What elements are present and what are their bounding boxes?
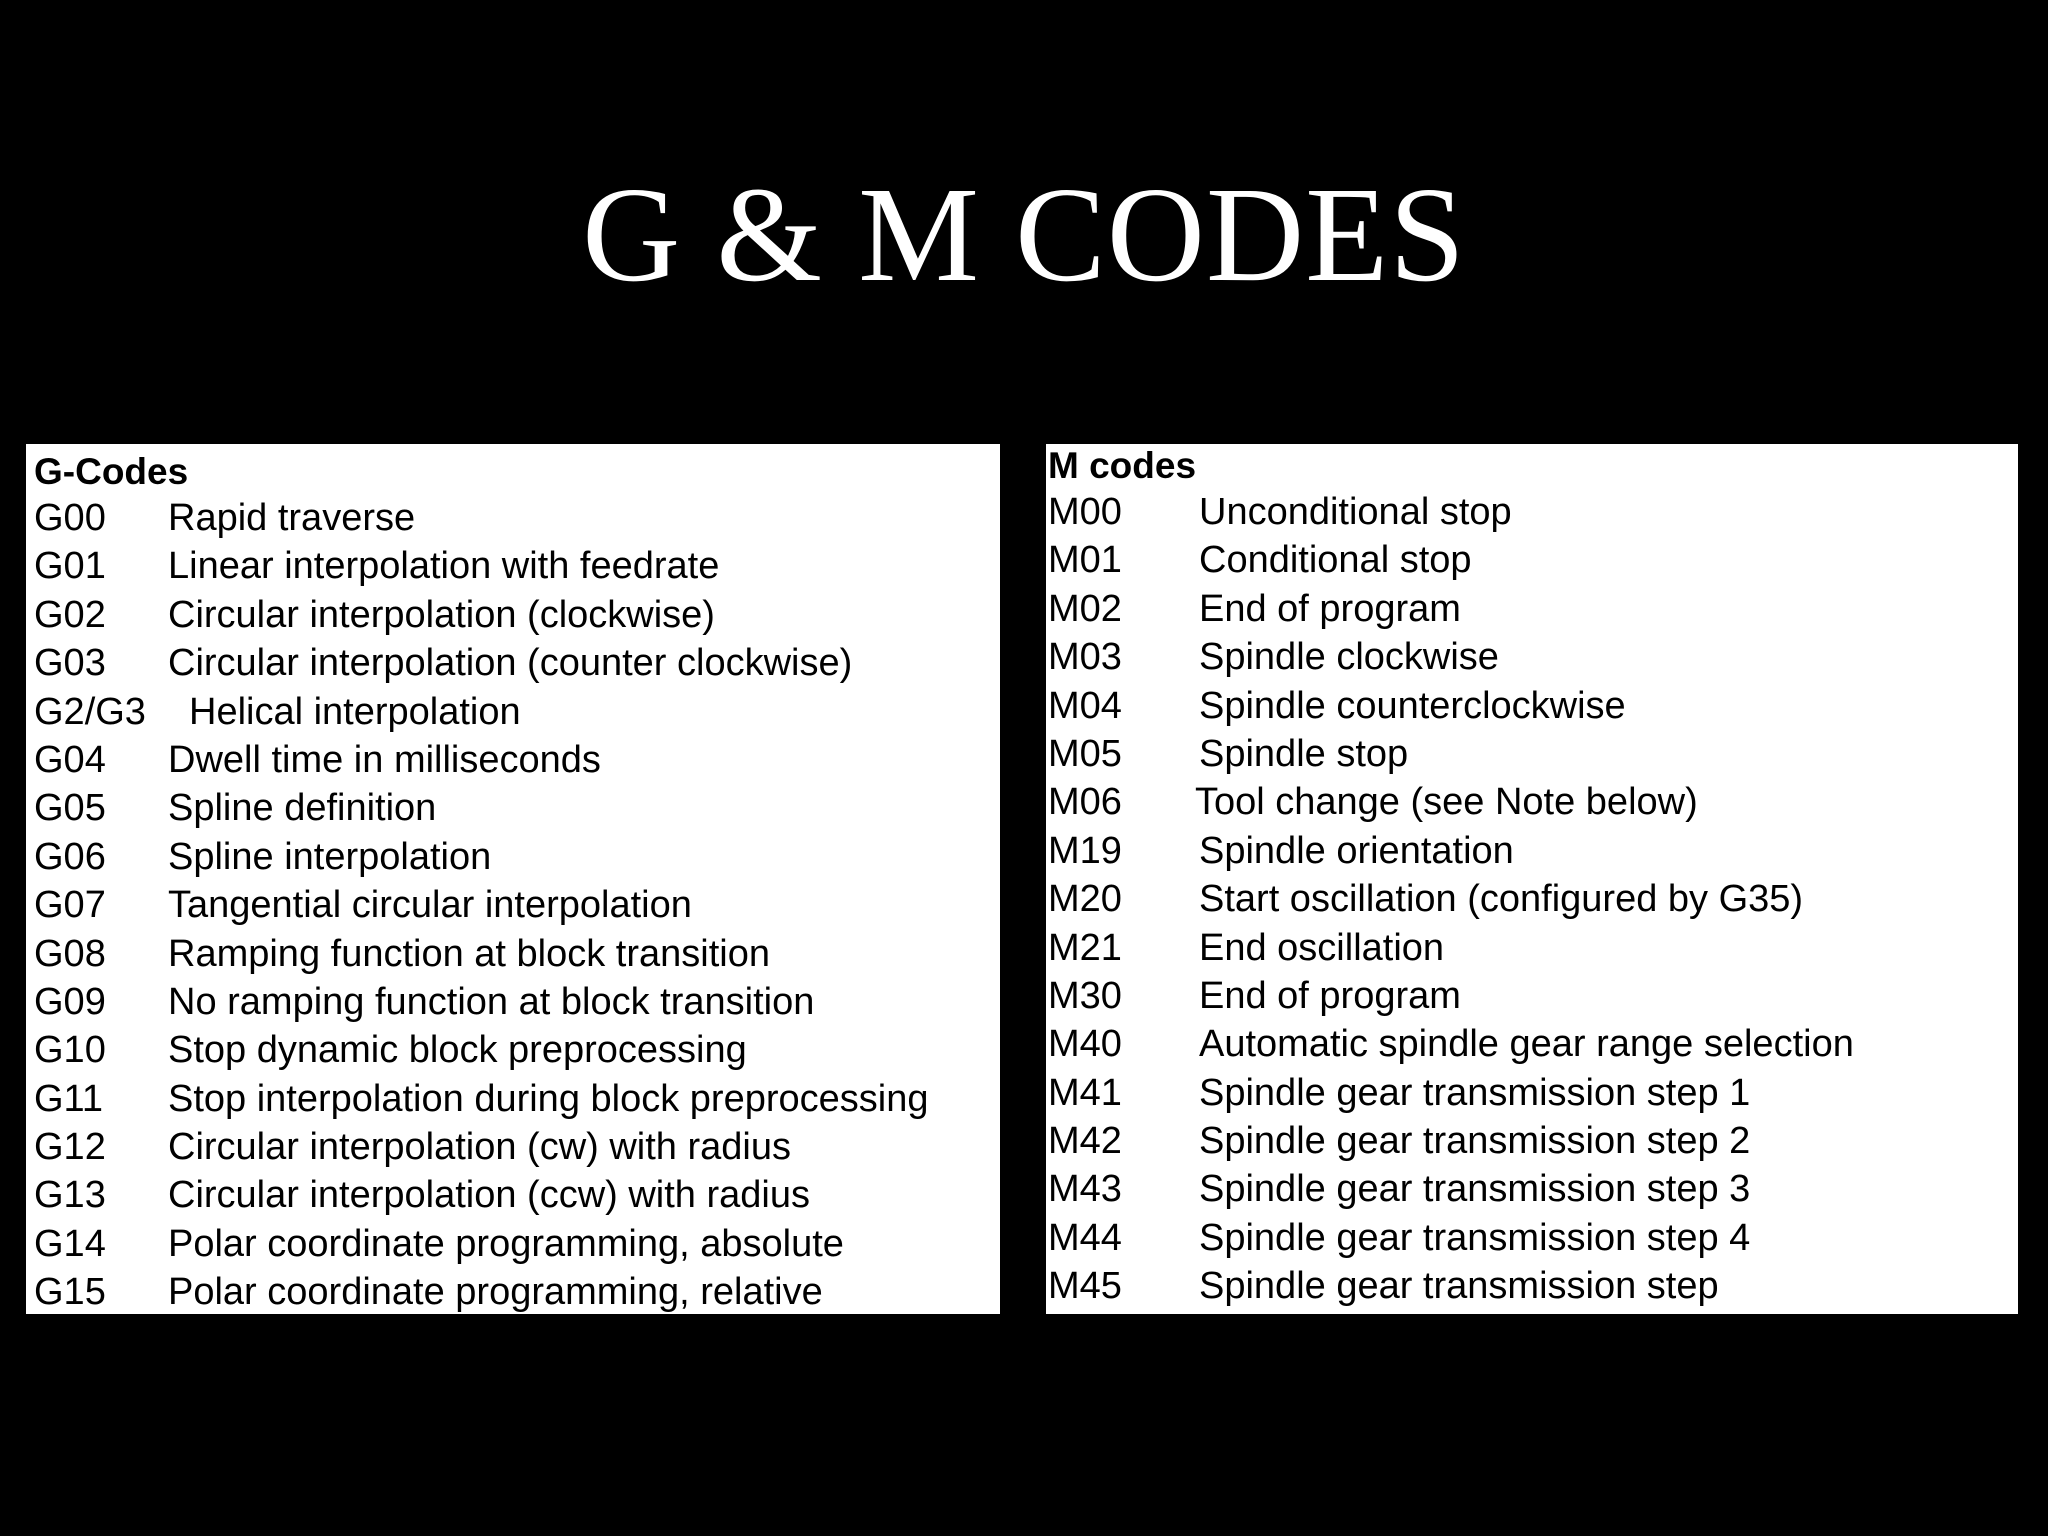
g-code: G01 bbox=[34, 545, 106, 588]
m-code-row bbox=[1048, 1262, 2018, 1310]
g-code-description: Polar coordinate programming, absolute bbox=[168, 1222, 844, 1265]
m-code-row bbox=[1048, 1165, 2018, 1213]
m-code-row bbox=[1048, 1020, 2018, 1068]
g-code-description: Ramping function at block transition bbox=[168, 932, 770, 975]
m-code-row bbox=[1048, 875, 2018, 923]
g-code: G09 bbox=[34, 980, 106, 1023]
g-code-row bbox=[34, 494, 1000, 542]
g-code-row bbox=[34, 639, 1000, 687]
g-code-row bbox=[34, 542, 1000, 590]
m-codes-heading: M codes bbox=[1048, 445, 1197, 486]
m-code-row bbox=[1048, 488, 2018, 536]
g-code: G12 bbox=[34, 1126, 106, 1169]
m-code: M06 bbox=[1048, 781, 1122, 824]
m-code: M02 bbox=[1048, 587, 1122, 630]
g-code-row bbox=[34, 1268, 1000, 1314]
g-code-row bbox=[34, 1220, 1000, 1268]
g-code-row bbox=[34, 833, 1000, 881]
m-code: M42 bbox=[1048, 1120, 1122, 1163]
m-codes-table bbox=[1046, 444, 2018, 1314]
m-code-row bbox=[1048, 682, 2018, 730]
g-code: G05 bbox=[34, 787, 106, 830]
m-code-row bbox=[1048, 730, 2018, 778]
g-code-description: Stop interpolation during block preprocessing bbox=[168, 1077, 929, 1120]
g-code: G11 bbox=[34, 1077, 104, 1120]
m-code-description: Spindle clockwise bbox=[1199, 636, 1499, 679]
m-code: M43 bbox=[1048, 1168, 1122, 1211]
m-code-row bbox=[1048, 778, 2018, 826]
m-code-row bbox=[1048, 585, 2018, 633]
g-code: G13 bbox=[34, 1174, 106, 1217]
g-code-row bbox=[34, 736, 1000, 784]
m-code: M05 bbox=[1048, 732, 1122, 775]
m-code: M04 bbox=[1048, 684, 1122, 727]
g-codes-heading: G-Codes bbox=[34, 451, 189, 492]
g-code-row bbox=[34, 978, 1000, 1026]
slide-title: G & M CODES bbox=[582, 160, 1466, 310]
g-code-description: Stop dynamic block preprocessing bbox=[168, 1029, 747, 1072]
m-code-description: Spindle gear transmission step 4 bbox=[1199, 1216, 1751, 1259]
m-code: M45 bbox=[1048, 1265, 1122, 1308]
m-code-description: Spindle orientation bbox=[1199, 829, 1514, 872]
g-code-row bbox=[34, 1123, 1000, 1171]
m-code: M00 bbox=[1048, 491, 1122, 533]
m-code-description: Spindle gear transmission step 2 bbox=[1199, 1120, 1751, 1163]
g-code-description: Circular interpolation (clockwise) bbox=[168, 593, 715, 636]
m-code-row bbox=[1048, 633, 2018, 681]
m-code-description: Tool change (see Note below) bbox=[1195, 781, 1698, 824]
g-code-row bbox=[34, 688, 1000, 736]
g-code-description: Linear interpolation with feedrate bbox=[168, 545, 720, 588]
g-code-row bbox=[34, 881, 1000, 929]
g-code-description: Circular interpolation (ccw) with radius bbox=[168, 1174, 810, 1217]
m-code-row bbox=[1048, 536, 2018, 584]
m-code: M19 bbox=[1048, 829, 1122, 872]
g-code-row bbox=[34, 1075, 1000, 1123]
m-code-row bbox=[1048, 1069, 2018, 1117]
m-code: M40 bbox=[1048, 1023, 1122, 1066]
g-code: G08 bbox=[34, 932, 106, 975]
m-code-description: Spindle counterclockwise bbox=[1199, 684, 1626, 727]
m-code: M21 bbox=[1048, 926, 1122, 969]
g-codes-table bbox=[26, 444, 1000, 1314]
m-code: M41 bbox=[1048, 1071, 1122, 1114]
m-code-row bbox=[1048, 972, 2018, 1020]
m-code-description: Spindle gear transmission step 3 bbox=[1199, 1168, 1751, 1211]
m-code: M03 bbox=[1048, 636, 1122, 679]
m-code-row bbox=[1048, 924, 2018, 972]
g-code: G02 bbox=[34, 593, 106, 636]
m-code-row bbox=[1048, 1214, 2018, 1262]
g-code: G06 bbox=[34, 835, 106, 878]
m-code-description: End of program bbox=[1199, 587, 1461, 630]
g-code: G04 bbox=[34, 738, 106, 781]
g-code: G00 bbox=[34, 497, 106, 539]
g-code-row bbox=[34, 930, 1000, 978]
g-code-description: Rapid traverse bbox=[168, 497, 416, 539]
g-code-description: Dwell time in milliseconds bbox=[168, 738, 601, 781]
g-code: G07 bbox=[34, 884, 106, 927]
g-code-description: Helical interpolation bbox=[189, 690, 521, 733]
g-code-row bbox=[34, 1026, 1000, 1074]
m-code-row bbox=[1048, 1117, 2018, 1165]
m-code-description: Spindle gear transmission step 1 bbox=[1199, 1071, 1751, 1114]
m-code-description: End oscillation bbox=[1199, 926, 1445, 969]
g-code-description: Circular interpolation (cw) with radius bbox=[168, 1126, 791, 1169]
g-code: G14 bbox=[34, 1222, 106, 1265]
g-code-description: Spline interpolation bbox=[168, 835, 492, 878]
m-code-description: End of program bbox=[1199, 974, 1461, 1017]
m-code-row bbox=[1048, 827, 2018, 875]
g-code: G2/G3 bbox=[34, 690, 146, 733]
g-code-description: Tangential circular interpolation bbox=[168, 884, 692, 927]
m-code-description: Conditional stop bbox=[1199, 539, 1472, 582]
g-code-description: No ramping function at block transition bbox=[168, 980, 815, 1023]
g-code: G15 bbox=[34, 1271, 106, 1314]
m-code: M30 bbox=[1048, 974, 1122, 1017]
g-code-row bbox=[34, 784, 1000, 832]
m-code-description: Start oscillation (configured by G35) bbox=[1199, 878, 1804, 921]
m-code: M20 bbox=[1048, 878, 1122, 921]
m-code: M44 bbox=[1048, 1216, 1122, 1259]
m-code-description: Spindle stop bbox=[1199, 732, 1409, 775]
g-code: G10 bbox=[34, 1029, 106, 1072]
g-code-description: Polar coordinate programming, relative bbox=[168, 1271, 823, 1314]
m-code-description: Unconditional stop bbox=[1199, 491, 1512, 533]
g-code-description: Circular interpolation (counter clockwise) bbox=[168, 642, 853, 685]
g-code: G03 bbox=[34, 642, 106, 685]
m-code-description: Spindle gear transmission step bbox=[1199, 1265, 1719, 1308]
g-code-row bbox=[34, 1171, 1000, 1219]
g-code-row bbox=[34, 591, 1000, 639]
g-code-description: Spline definition bbox=[168, 787, 437, 830]
m-code: M01 bbox=[1048, 539, 1122, 582]
m-code-description: Automatic spindle gear range selection bbox=[1199, 1023, 1854, 1066]
